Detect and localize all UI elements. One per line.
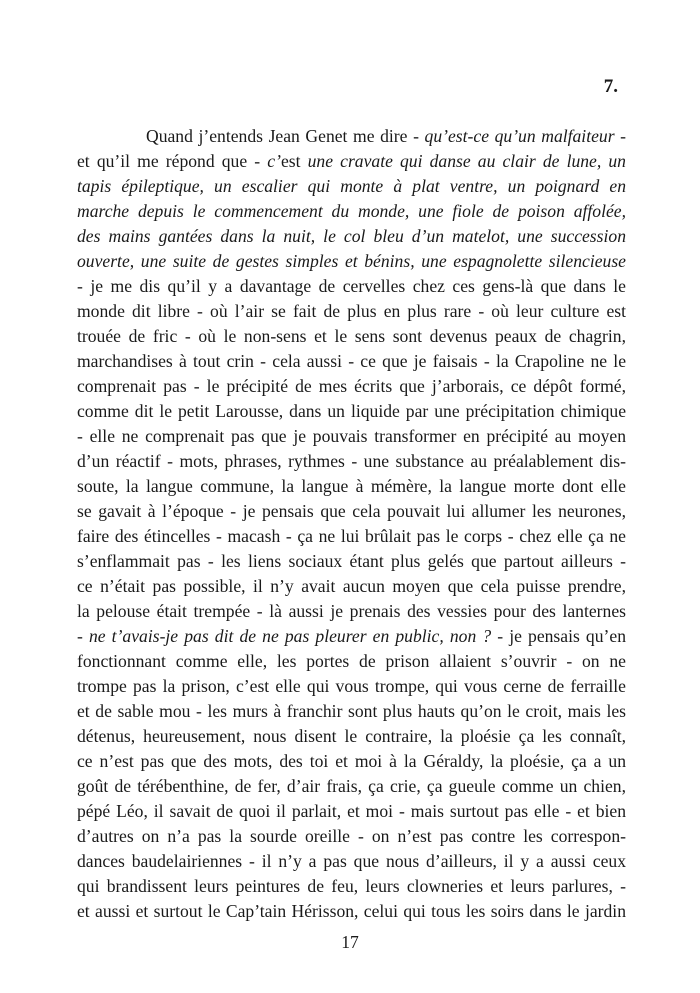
text-segment: comprenait pas - le précipité de mes écrits que j’arborais, ce dépôt formé, (77, 376, 626, 396)
text-line (77, 324, 626, 349)
text-line (77, 674, 626, 699)
text-segment: soute, la langue commune, la langue à mémère, la langue morte dont elle (77, 476, 626, 496)
text-segment: détenus, heureusement, nous disent le contraire, la ploésie ça les connaît, (77, 726, 626, 746)
text-line (77, 449, 626, 474)
text-segment: monde dit libre - où l’air se fait de plus en plus rare - où leur culture est (77, 301, 626, 321)
italic-text: une cravate qui danse au clair de lune, un (307, 151, 626, 171)
italic-text: ouverte, une suite de gestes simples et bénins, une espagnolette silencieuse (77, 251, 626, 271)
text-line (77, 399, 626, 424)
text-line (77, 624, 626, 649)
text-line (77, 649, 626, 674)
text-line (77, 799, 626, 824)
text-segment: s’enflammait pas - les liens sociaux étant plus gelés que partout ailleurs - (77, 551, 626, 571)
text-line (77, 474, 626, 499)
text-segment: marchandises à tout crin - cela aussi - ce que je faisais - la Crapoline ne le (77, 351, 626, 371)
text-line (77, 249, 626, 274)
text-line (77, 724, 626, 749)
text-line (77, 874, 626, 899)
text-line (77, 749, 626, 774)
text-segment: - (614, 126, 626, 146)
text-segment: - (77, 626, 89, 646)
text-segment: - je pensais qu’en (491, 626, 626, 646)
text-segment: pépé Léo, il savait de quoi il parlait, et moi - mais surtout pas elle - et bien (77, 801, 626, 821)
text-segment: d’autres on n’a pas la sourde oreille - on n’est pas contre les correspon- (77, 826, 626, 846)
text-segment: et de sable mou - les murs à franchir sont plus hauts qu’on le croit, mais les (77, 701, 626, 721)
text-segment: et aussi et surtout le Cap’tain Hérisson, celui qui tous les soirs dans le jardin (77, 901, 626, 921)
text-segment: se gavait à l’époque - je pensais que cela pouvait lui allumer les neurones, (77, 501, 626, 521)
text-segment: la pelouse était trempée - là aussi je prenais des vessies pour des lanternes (77, 601, 626, 621)
text-line (77, 699, 626, 724)
text-line (77, 849, 626, 874)
text-line (77, 349, 626, 374)
italic-text: marche depuis le commencement du monde, une fiole de poison affolée, (77, 201, 626, 221)
text-line (77, 174, 626, 199)
text-line (77, 499, 626, 524)
text-segment: Quand j’entends Jean Genet me dire - (146, 126, 425, 146)
text-line (77, 599, 626, 624)
text-line (77, 299, 626, 324)
text-line (77, 199, 626, 224)
body-text (77, 124, 626, 924)
italic-text: c’ (267, 151, 281, 171)
text-line (77, 424, 626, 449)
text-segment: goût de térébenthine, de fer, d’air frais, ça crie, ça gueule comme un chien, (77, 776, 626, 796)
text-line (77, 824, 626, 849)
text-segment: qui brandissent leurs peintures de feu, leurs clowneries et leurs parlures, - (77, 876, 626, 896)
text-segment: - elle ne comprenait pas que je pouvais transformer en précipité au moyen (77, 426, 626, 446)
chapter-number: 7. (603, 76, 618, 97)
text-line (77, 124, 626, 149)
text-line (77, 524, 626, 549)
italic-text: tapis épileptique, un escalier qui monte à plat ventre, un poignard en (77, 176, 626, 196)
text-segment: est (280, 151, 308, 171)
text-line (77, 374, 626, 399)
text-line (77, 899, 626, 924)
text-line (77, 549, 626, 574)
italic-text: ne t’avais-je pas dit de ne pas pleurer en public, non ? (88, 626, 492, 646)
text-segment: trompe pas la prison, c’est elle qui vous trompe, qui vous cerne de ferraille (77, 676, 626, 696)
text-segment: comme dit le petit Larousse, dans un liquide par une précipitation chimique (77, 401, 626, 421)
text-segment: faire des étincelles - macash - ça ne lui brûlait pas le corps - chez elle ça ne (77, 526, 626, 546)
text-segment: et qu’il me répond que - (77, 151, 268, 171)
text-segment: dances baudelairiennes - il n’y a pas que nous d’ailleurs, il y a aussi ceux (77, 851, 626, 871)
text-segment: d’un réactif - mots, phrases, rythmes - une substance au préalablement dis- (77, 451, 626, 471)
italic-text: qu’est-ce qu’un malfaiteur (424, 126, 615, 146)
text-line (77, 274, 626, 299)
text-line (77, 224, 626, 249)
text-segment: fonctionnant comme elle, les portes de prison allaient s’ouvrir - on ne (77, 651, 626, 671)
text-segment: - je me dis qu’il y a davantage de cervelles chez ces gens-là que dans le (77, 276, 626, 296)
text-segment: ce n’est pas que des mots, des toi et moi à la Géraldy, la ploésie, ça a un (77, 751, 626, 771)
text-line (77, 774, 626, 799)
page-number: 17 (341, 932, 359, 952)
text-segment: trouée de fric - où le non-sens et le sens sont devenus peaux de chagrin, (77, 326, 626, 346)
text-segment: ce n’était pas possible, il n’y avait aucun moyen que cela puisse prendre, (77, 576, 626, 596)
text-line (77, 149, 626, 174)
text-line (77, 574, 626, 599)
italic-text: des mains gantées dans la nuit, le col bleu d’un matelot, une succession (77, 226, 626, 246)
